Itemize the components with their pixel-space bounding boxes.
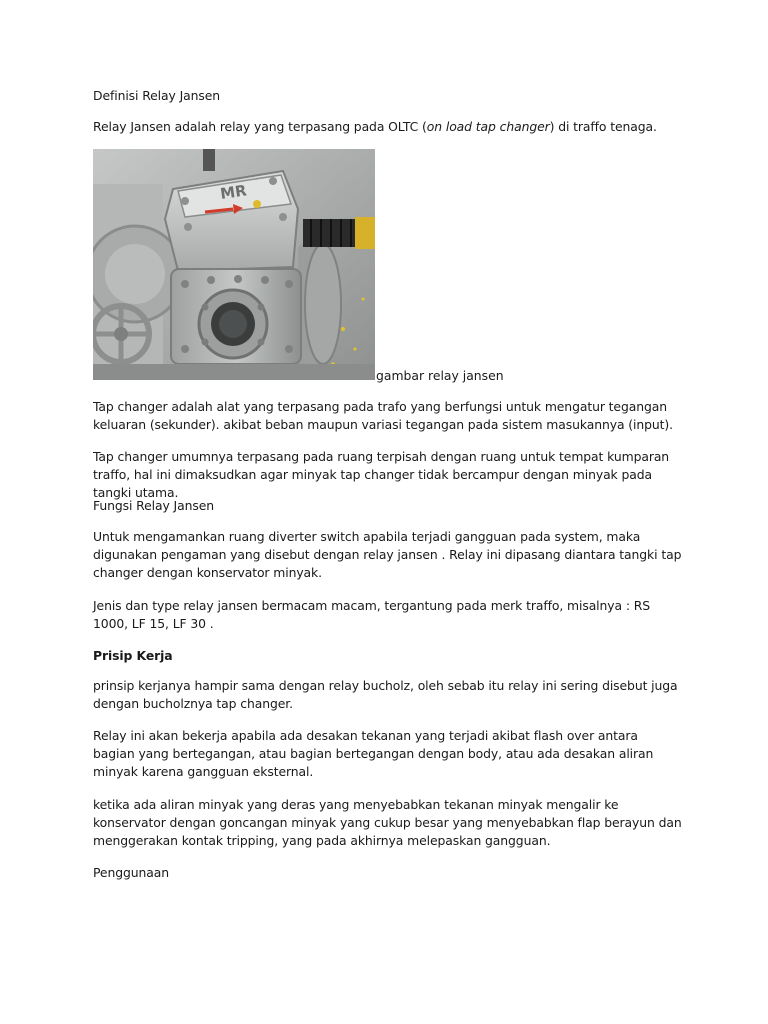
paragraph-principle-2: Relay ini akan bekerja apabila ada desakan tekanan yang terjadi akibat flash over antara bagian yang bertegangan, atau bagian bertegangan dengan body, atau ada desakan aliran minyak karena gangguan eksternal. (93, 728, 654, 779)
paragraph-function: Untuk mengamankan ruang diverter switch apabila terjadi gangguan pada system, maka digunakan pengaman yang disebut dengan relay jansen . Relay ini dipasang diantara tangki tap changer dengan konservator minyak. (93, 529, 682, 580)
intro-text-italic: on load tap changer (426, 119, 550, 134)
heading-principle: Prisip Kerja (93, 648, 173, 663)
intro-paragraph (93, 118, 683, 136)
paragraph-principle-1: prinsip kerjanya hampir sama dengan relay bucholz, oleh sebab itu relay ini sering disebut juga dengan bucholznya tap changer. (93, 678, 678, 711)
photo-caption: gambar relay jansen (376, 368, 504, 383)
paragraph-types: Jenis dan type relay jansen bermacam macam, tergantung pada merk traffo, misalnya : RS 1000, LF 15, LF 30 . (93, 598, 651, 631)
heading-usage: Penggunaan (93, 865, 169, 880)
relay-jansen-photo (93, 149, 375, 380)
intro-text-after: ) di traffo tenaga. (549, 119, 657, 134)
relay-jansen-illustration (93, 149, 375, 380)
paragraph-principle-3: ketika ada aliran minyak yang deras yang menyebabkan tekanan minyak mengalir ke konservator dengan goncangan minyak yang cukup besar yang menyebabkan flap berayun dan menggerakan kontak tripping, yang pada akhirnya melepaskan gangguan. (93, 797, 682, 848)
paragraph-tap-changer-1: Tap changer adalah alat yang terpasang pada trafo yang berfungsi untuk mengatur tegangan keluaran (sekunder). akibat beban maupun variasi tegangan pada sistem masukannya (input). (93, 399, 673, 432)
heading-function: Fungsi Relay Jansen (93, 498, 214, 513)
photo-mr-label: MR (219, 181, 248, 203)
paragraph-tap-changer-2: Tap changer umumnya terpasang pada ruang terpisah dengan ruang untuk tempat kumparan traffo, hal ini dimaksudkan agar minyak tap changer tidak bercampur dengan minyak pada tangki utama. (93, 449, 670, 500)
intro-text-before: Relay Jansen adalah relay yang terpasang pada OLTC ( (93, 119, 427, 134)
heading-definition: Definisi Relay Jansen (93, 88, 221, 103)
